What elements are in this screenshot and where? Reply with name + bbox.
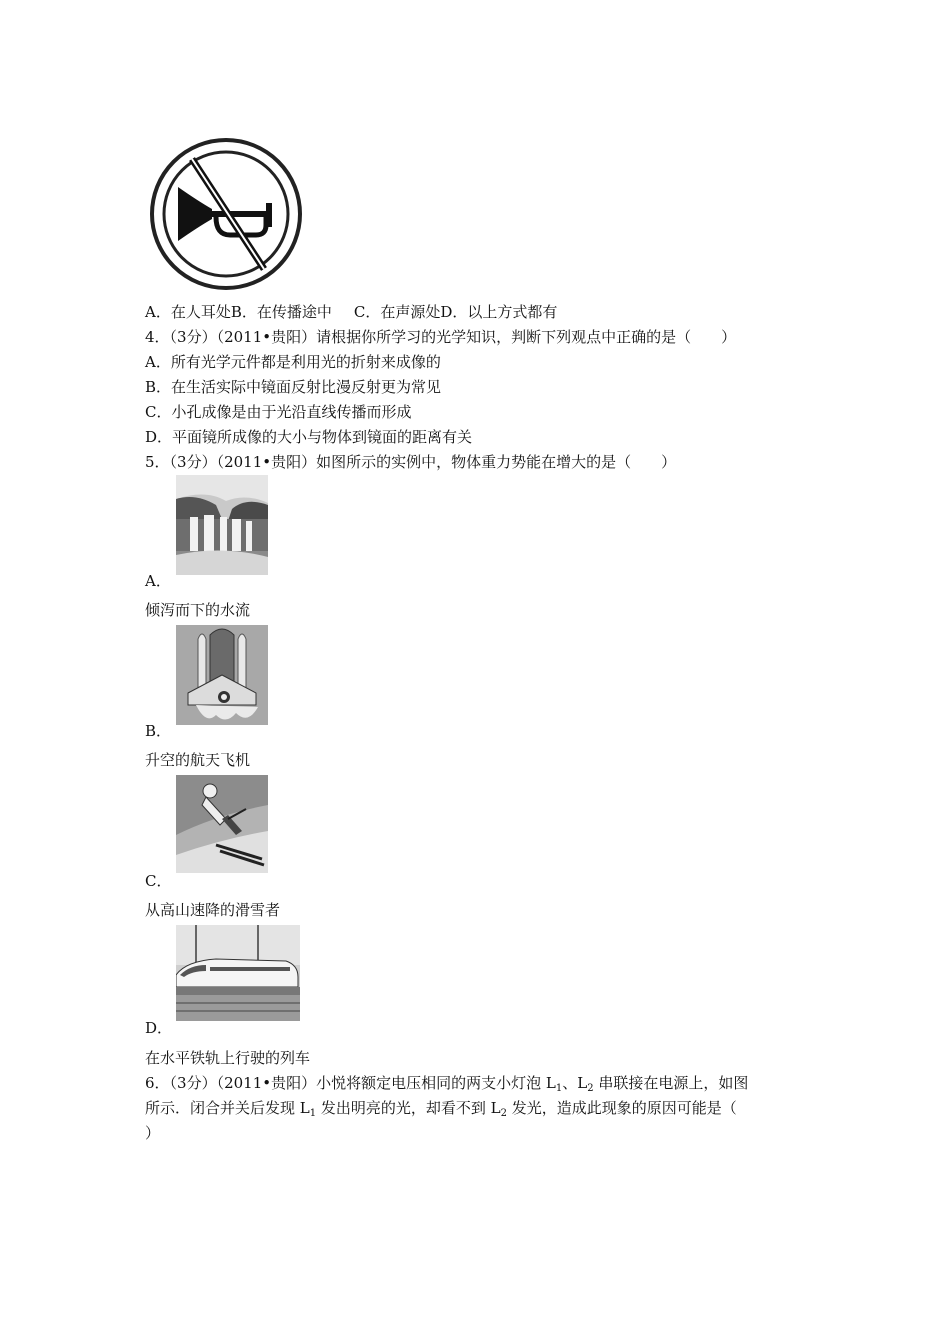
q6-line-2-text-a: 所示．闭合并关后发现 L [145,1099,310,1117]
q3-option-b: B．在传播途中 [230,303,332,321]
q6-subscript: 1 [309,1108,317,1119]
q6-line-1-text-b: 、L [562,1074,588,1092]
q4-option-b: B．在生活实际中镜面反射比漫反射更为常见 [145,378,442,396]
q6-line-2 [145,1098,737,1124]
waterfall-image [176,475,268,575]
q3-option-c: C．在声源处 [353,303,441,321]
q5-option-b-letter: B． [145,722,172,740]
q6-line-1-text-a: 6．（3分）（2011•贵阳）小悦将额定电压相同的两支小灯泡 L [145,1074,556,1092]
q4-option-d: D．平面镜所成像的大小与物体到镜面的距离有关 [145,428,473,446]
q3-options [145,302,557,322]
q5-option-d-caption: 在水平铁轨上行驶的列车 [145,1049,311,1067]
q5-option-a-caption: 倾泻而下的水流 [145,601,251,619]
q5-option-d-letter: D． [145,1019,173,1037]
q3-option-d: D．以上方式都有 [440,303,558,321]
train-image [176,925,300,1021]
q6-line-1 [145,1073,748,1099]
q5-option-b-caption: 升空的航天飞机 [145,751,251,769]
q5-option-c-caption: 从高山速降的滑雪者 [145,901,281,919]
q6-subscript: 1 [555,1083,563,1094]
q6-line-2-text-b: 发出明亮的光，却看不到 L [316,1099,501,1117]
q5-option-c-letter: C． [145,872,172,890]
q6-line-3: ） [145,1124,161,1142]
q4-option-a: A．所有光学元件都是利用光的折射来成像的 [145,353,441,371]
q4-option-c: C．小孔成像是由于光沿直线传播而形成 [145,403,412,421]
q6-subscript: 2 [500,1108,507,1119]
q6-subscript: 2 [587,1083,594,1094]
q6-line-2-text-c: 发光，造成此现象的原因可能是（ [506,1099,737,1117]
q6-line-1-text-c: 串联接在电源上，如图 [593,1074,749,1092]
skier-image [176,775,268,873]
q5-option-a-letter: A． [145,572,171,590]
space-shuttle-image [176,625,268,725]
q3-option-a: A．在人耳处 [145,303,231,321]
q5-stem: 5．（3分）（2011•贵阳）如图所示的实例中，物体重力势能在增大的是（ ） [145,453,677,471]
q4-stem: 4．（3分）（2011•贵阳）请根据你所学习的光学知识，判断下列观点中正确的是（ ） [145,328,737,346]
no-horn-sign-icon [146,137,306,292]
